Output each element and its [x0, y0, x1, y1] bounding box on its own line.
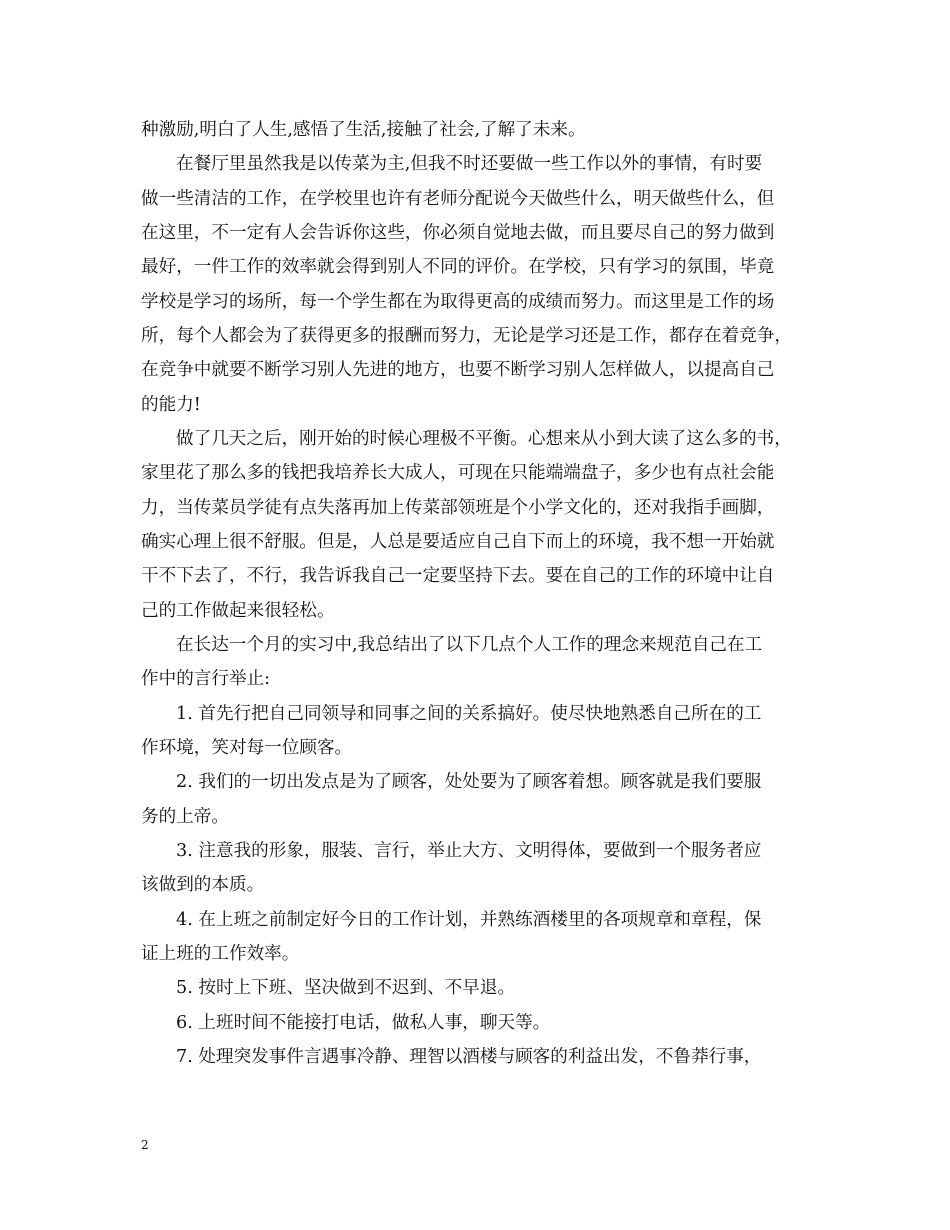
- text-line-9: 的能力!: [141, 395, 201, 415]
- text-line-16: 在长达一个月的实习中,我总结出了以下几点个人工作的理念来规范自己在工: [176, 635, 763, 655]
- text-line-12: 力，当传菜员学徒有点失落再加上传菜部领班是个小学文化的，还对我指手画脚，: [141, 498, 775, 518]
- text-line-14: 干不下去了，不行，我告诉我自己一定要坚持下去。要在自己的工作的环境中让自: [141, 566, 775, 586]
- text-line-27: 6. 上班时间不能接打电话，做私人事，聊天等。: [176, 1013, 551, 1033]
- page-number: 2: [141, 1138, 149, 1152]
- text-line-3: 做一些清洁的工作，在学校里也许有老师分配说今天做些什么，明天做些什么，但: [141, 189, 775, 209]
- text-line-15: 己的工作做起来很轻松。: [141, 601, 335, 621]
- text-line-23: 该做到的本质。: [141, 875, 265, 895]
- text-line-18: 1. 首先行把自己同领导和同事之间的关系搞好。使尽快地熟悉自己所在的工: [176, 704, 762, 724]
- text-line-5: 最好，一件工作的效率就会得到别人不同的评价。在学校，只有学习的氛围，毕竟: [141, 257, 775, 277]
- text-line-24: 4. 在上班之前制定好今日的工作计划，并熟练酒楼里的各项规章和章程，保: [176, 910, 762, 930]
- text-line-13: 确实心理上很不舒服。但是，人总是要适应自己自下而上的环境，我不想一开始就: [141, 532, 775, 552]
- text-line-2: 在餐厅里虽然我是以传菜为主,但我不时还要做一些工作以外的事情，有时要: [176, 154, 763, 174]
- text-line-1: 种激励,明白了人生,感悟了生活,接触了社会,了解了未来。: [141, 120, 586, 140]
- text-line-28: 7. 处理突发事件言遇事冷静、理智以酒楼与顾客的利益出发，不鲁莽行事，: [176, 1047, 762, 1067]
- text-line-6: 学校是学习的场所，每一个学生都在为取得更高的成绩而努力。而这里是工作的场: [141, 292, 775, 312]
- text-line-21: 务的上帝。: [141, 807, 229, 827]
- text-line-26: 5. 按时上下班、坚决做到不迟到、不早退。: [176, 978, 516, 998]
- text-line-8: 在竞争中就要不断学习别人先进的地方，也要不断学习别人怎样做人，以提高自己: [141, 360, 775, 380]
- text-line-4: 在这里，不一定有人会告诉你这些，你必须自觉地去做，而且要尽自己的努力做到: [141, 223, 775, 243]
- text-line-11: 家里花了那么多的钱把我培养长大成人，可现在只能端端盘子，多少也有点社会能: [141, 463, 775, 483]
- text-line-10: 做了几天之后，刚开始的时候心理极不平衡。心想来从小到大读了这么多的书，: [176, 429, 792, 449]
- text-line-17: 作中的言行举止:: [141, 669, 271, 689]
- text-line-7: 所，每个人都会为了获得更多的报酬而努力，无论是学习还是工作，都存在着竞争，: [141, 326, 792, 346]
- text-line-19: 作环境，笑对每一位顾客。: [141, 738, 353, 758]
- text-line-25: 证上班的工作效率。: [141, 944, 300, 964]
- text-line-20: 2. 我们的一切出发点是为了顾客，处处要为了顾客着想。顾客就是我们要服: [176, 772, 762, 792]
- text-line-22: 3. 注意我的形象，服装、言行，举止大方、文明得体，要做到一个服务者应: [176, 841, 762, 861]
